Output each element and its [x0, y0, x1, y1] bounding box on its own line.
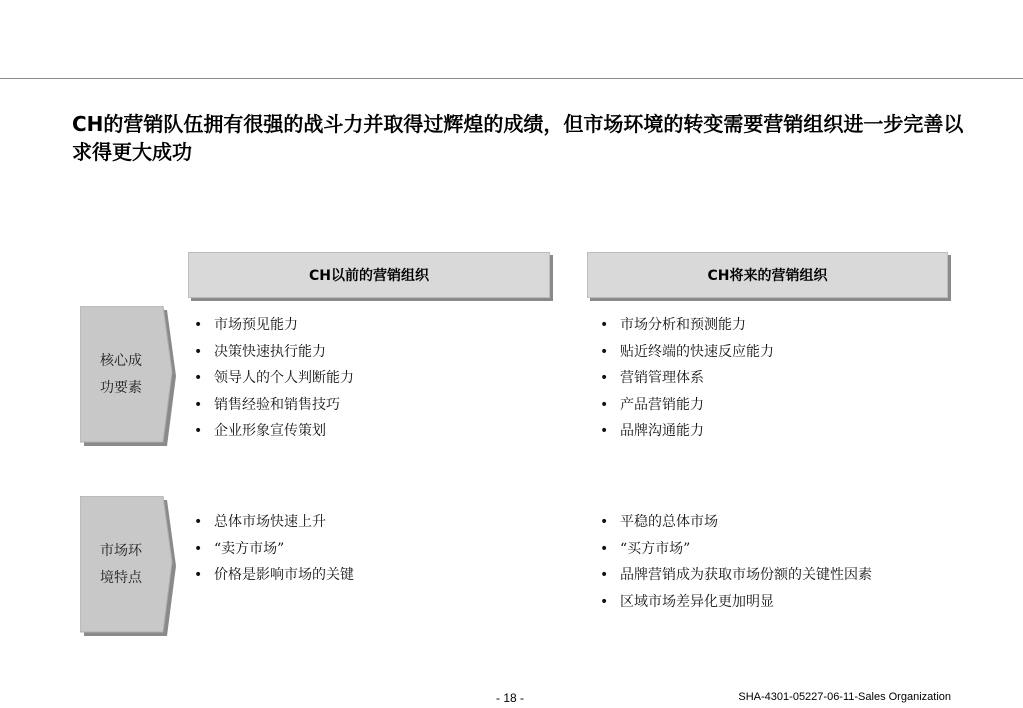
- list-item: [190, 418, 354, 445]
- bullet-icon: •: [600, 593, 609, 610]
- bullet-list-previous-success-factors: [190, 312, 354, 445]
- list-item-text: 平稳的总体市场: [620, 514, 718, 530]
- bullet-icon: •: [194, 343, 203, 360]
- list-item-text: 领导人的个人判断能力: [214, 370, 354, 386]
- slide-title: CH的营销队伍拥有很强的战斗力并取得过辉煌的成绩，但市场环境的转变需要营销组织进一步完善以求得更大成功: [72, 112, 964, 164]
- bullet-icon: •: [600, 370, 609, 386]
- row-tag-market-environment: [80, 496, 176, 636]
- list-item-text: 营销管理体系: [620, 370, 704, 386]
- list-item-text: 贴近终端的快速反应能力: [620, 343, 774, 360]
- bullet-icon: •: [600, 540, 609, 557]
- bullet-icon: •: [194, 423, 203, 439]
- list-item-text: 市场分析和预测能力: [620, 317, 746, 333]
- bullet-icon: •: [600, 514, 609, 530]
- document-reference: SHA-4301-05227-06-11-Sales Organization: [738, 691, 951, 703]
- page-number: - 18 -: [495, 691, 524, 705]
- list-item: [596, 392, 774, 419]
- row-label-line: 核心成: [100, 353, 142, 369]
- bullet-icon: •: [194, 567, 203, 583]
- list-item: [190, 509, 354, 536]
- column-header-previous: CH以前的营销组织: [188, 252, 550, 298]
- list-item: [190, 392, 354, 419]
- row-label: [82, 306, 160, 444]
- column-header-future: CH将来的营销组织: [587, 252, 948, 298]
- list-item: [596, 536, 872, 563]
- bullet-icon: •: [600, 567, 609, 583]
- bullet-icon: •: [194, 514, 203, 530]
- bullet-icon: •: [600, 343, 609, 360]
- row-label-line: 市场环: [100, 543, 142, 559]
- bullet-icon: •: [600, 423, 609, 439]
- row-label-line: 功要素: [100, 380, 142, 396]
- list-item: [596, 365, 774, 392]
- list-item: [596, 312, 774, 339]
- list-item-text: 品牌营销成为获取市场份额的关键性因素: [620, 567, 872, 583]
- bullet-icon: •: [194, 540, 203, 557]
- list-item: [190, 562, 354, 589]
- list-item: [190, 536, 354, 563]
- bullet-icon: •: [194, 370, 203, 386]
- list-item: [596, 418, 774, 445]
- list-item-text: 决策快速执行能力: [214, 343, 326, 360]
- list-item-text: 产品营销能力: [620, 396, 704, 413]
- list-item-text: 市场预见能力: [214, 317, 298, 333]
- row-label: [82, 496, 160, 634]
- list-item-text: 总体市场快速上升: [214, 514, 326, 530]
- list-item-text: 销售经验和销售技巧: [214, 396, 340, 413]
- list-item-text: 价格是影响市场的关键: [214, 567, 354, 583]
- bullet-icon: •: [194, 317, 203, 333]
- list-item: [596, 339, 774, 366]
- bullet-list-future-market-environment: [596, 509, 872, 615]
- row-label-line: 境特点: [100, 570, 142, 586]
- bullet-icon: •: [600, 396, 609, 413]
- bullet-icon: •: [600, 317, 609, 333]
- list-item-text: “买方市场”: [620, 540, 691, 557]
- list-item-text: “卖方市场”: [214, 540, 285, 557]
- list-item: [190, 365, 354, 392]
- list-item-text: 品牌沟通能力: [620, 423, 704, 439]
- list-item-text: 企业形象宣传策划: [214, 423, 326, 439]
- list-item: [596, 589, 872, 616]
- list-item: [596, 509, 872, 536]
- bullet-list-future-success-factors: [596, 312, 774, 445]
- header-divider: [0, 78, 1023, 79]
- bullet-list-previous-market-environment: [190, 509, 354, 589]
- list-item: [190, 312, 354, 339]
- bullet-icon: •: [194, 396, 203, 413]
- list-item-text: 区域市场差异化更加明显: [620, 593, 774, 610]
- row-tag-success-factors: [80, 306, 176, 446]
- list-item: [596, 562, 872, 589]
- list-item: [190, 339, 354, 366]
